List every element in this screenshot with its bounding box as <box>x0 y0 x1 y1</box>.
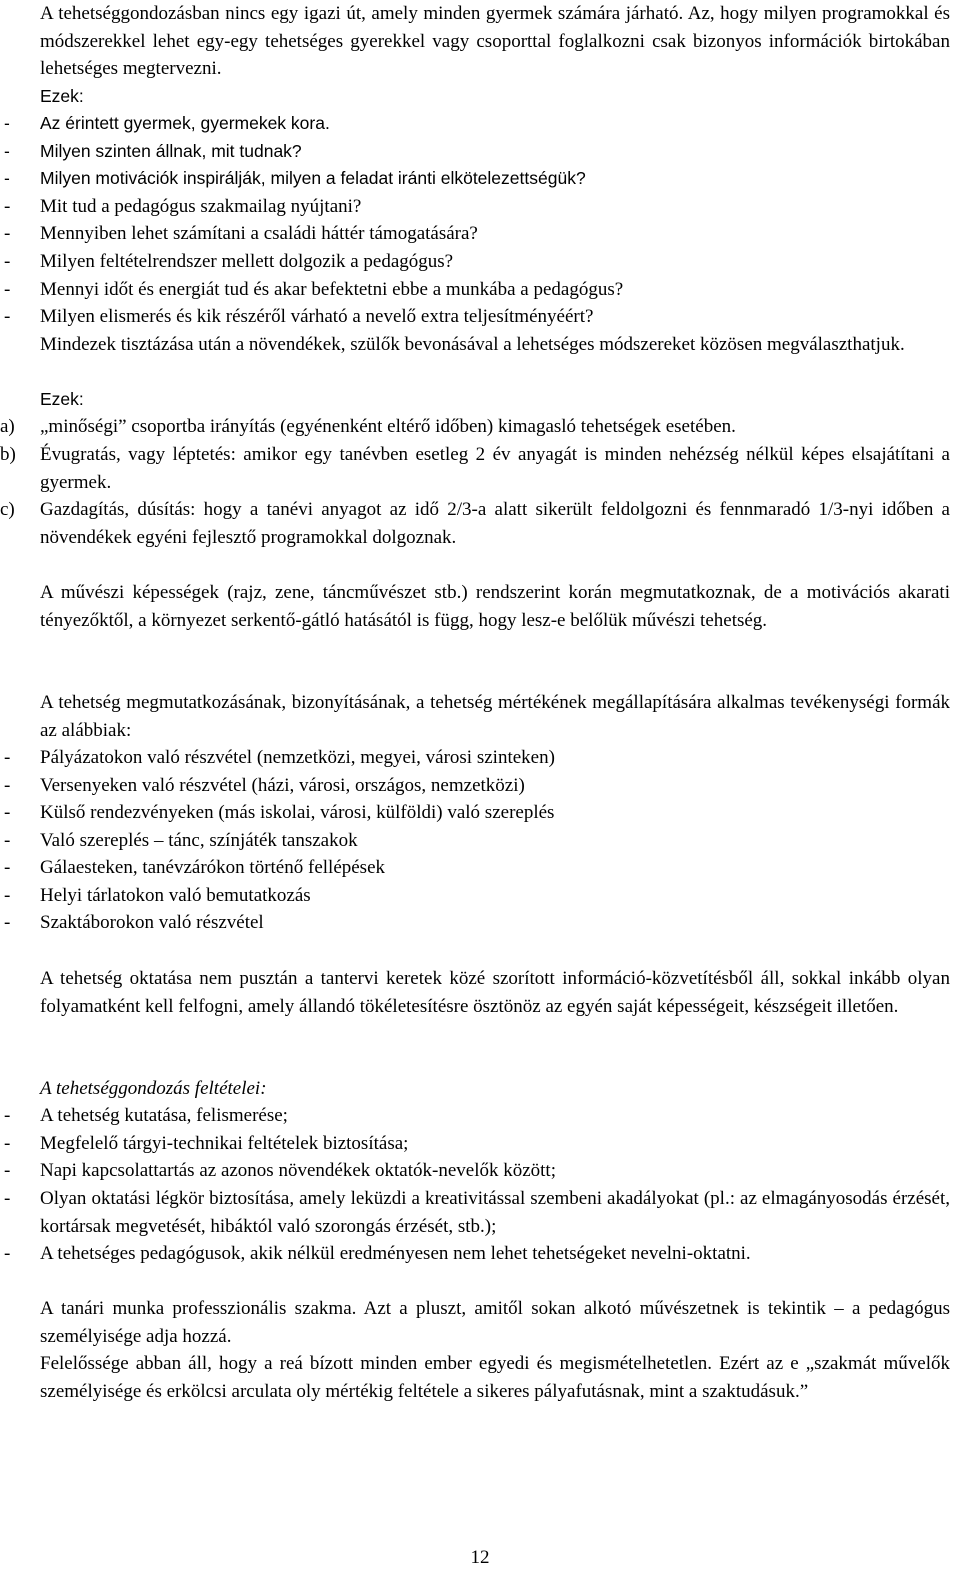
document-page: A tehetséggondozásban nincs egy igazi út, amely minden gyermek számára járható. Az, hogy milyen programokkal és módszerekkel lehet egy-egy tehetséges gyerekkel vagy csoporttal foglalkozni csak bizonyos információk birtokában lehetséges megtervezni. Ezek: - Az érintett gyermek, gyermekek kora. - Milyen szinten állnak, mit tudnak? - Milyen motivációk inspirálják, milyen a feladat iránti elkötelezettségük? - Mit tud a pedagógus szakmailag nyújtani? - Mennyiben lehet számítani a családi háttér támogatására? - Milyen feltételrendszer mellett dolgozik a pedagógus? - Mennyi időt és energiát tud és akar befektetni ebbe a munkába a pedagógus? - Milyen elismerés és kik részéről várható a nevelő extra teljesítményéért? Mindezek tisztázása után a növendékek, szülők bevonásával a lehetséges módszereket közösen megválaszthatjuk. Ezek: a) „minőségi” csoportba irányítás (egyénenként eltérő időben) kimagasló tehetségek esetében. b) Évugratás, vagy léptetés: amikor egy tanévben esetleg 2 év anyagát is minden nehézség nélkül képes elsajátítani a gyermek. c) Gazdagítás, dúsítás: hogy a tanévi anyagot az idő 2/3-a alatt sikerült feldolgozni és fennmaradó 1/3-nyi időben a növendékek egyéni fejlesztő programokkal dolgoznak. A művészi képességek (rajz, zene, táncművészet stb.) rendszerint korán megmutatkoznak, de a motivációs akarati tényezőktől, a környezet serkentő-gátló hatásától is függ, hogy lesz-e belőlük művészi tehetség. A tehetség megmutatkozásának, bizonyításának, a tehetség mértékének megállapítására alkalmas tevékenységi formák az alábbiak: - Pályázatokon való részvétel (nemzetközi, megyei, városi szinteken) - Versenyeken való részvétel (házi, városi, országos, nemzetközi) - Külső rendezvényeken (más iskolai, városi, külföldi) való szereplés - Való szereplés – tánc, színjáték tanszakok - Gálaesteken, tanévzárókon történő fellépések - Helyi tárlatokon való bemutatkozás - Szaktáborokon való részvétel A tehetség oktatása nem pusztán a tantervi keretek közé szorított információ-közvetítésből áll, sokkal inkább olyan folyamatként kell felfogni, amely állandó tökéletesítésre ösztönöz az egyén saját képességeit, készségeit illetően. A tehetséggondozás feltételei: - A tehetség kutatása, felismerése; - Megfelelő tárgyi-technikai feltételek biztosítása; - Napi kapcsolattartás az azonos növendékek oktatók-nevelők között; - Olyan oktatási légkör biztosítása, amely leküzdi a kreativitással szembeni akadályokat (pl.: az elmagányosodás érzését, kortársak megvetését, hibáktól való szorongás érzését, stb.); - A tehetséges pedagógusok, akik nélkül eredményesen nem lehet tehetségeket nevelni-oktatni. A tanári munka professzionális szakma. Azt a pluszt, amitől sokan alkotó művészetnek is tekintik – a pedagógus személyisége adja hozzá. Felelőssége abban áll, hogy a reá bízott minden ember egyedi és megismételhetetlen. Ezért az e „szakmát művelők személyisége és erkölcsi arculata oly mértékig feltétele a sikeres pályafutásnak, mint a szaktudásuk.” 12 <box>0 0 960 1579</box>
intro-paragraph: A tehetséggondozásban nincs egy igazi út, amely minden gyermek számára járható. Az, hogy milyen programokkal és módszerekkel lehet egy-egy tehetséges gyerekkel vagy csoporttal foglalkozni csak bizonyos információk birtokában lehetséges megtervezni. <box>40 3 950 80</box>
ezek-label-1: Ezek: <box>40 86 84 106</box>
teaching-paragraph: A tehetség oktatása nem pusztán a tantervi keretek közé szorított információ-közvetítésből áll, sokkal inkább olyan folyamatként kell felfogni, amely állandó tökéletesítésre ösztönöz az egyén saját képességeit, készségeit illetően. <box>40 968 950 1017</box>
forms-intro-paragraph: A tehetség megmutatkozásának, bizonyításának, a tehetség mértékének megállapítására alkalmas tevékenységi formák az alábbiak: <box>40 692 950 741</box>
responsibility-paragraph: Felelőssége abban áll, hogy a reá bízott minden ember egyedi és megismételhetetlen. Ezért az e „szakmát művelők személyisége és erkölcsi arculata oly mértékig feltétele a sikeres pályafutásnak, mint a szaktudásuk.” <box>40 1353 950 1402</box>
page-number: 12 <box>470 1547 490 1568</box>
clarify-paragraph: Mindezek tisztázása után a növendékek, szülők bevonásával a lehetséges módszereket közösen megválaszthatjuk. <box>40 334 905 355</box>
ezek-label-2: Ezek: <box>40 389 84 409</box>
conditions-title: A tehetséggondozás feltételei: <box>40 1078 267 1099</box>
artistic-paragraph: A művészi képességek (rajz, zene, táncművészet stb.) rendszerint korán megmutatkoznak, de a motivációs akarati tényezőktől, a környezet serkentő-gátló hatásától is függ, hogy lesz-e belőlük művészi tehetség. <box>40 582 950 631</box>
profession-paragraph: A tanári munka professzionális szakma. Azt a pluszt, amitől sokan alkotó művészetnek is tekintik – a pedagógus személyisége adja hozzá. <box>40 1298 950 1347</box>
